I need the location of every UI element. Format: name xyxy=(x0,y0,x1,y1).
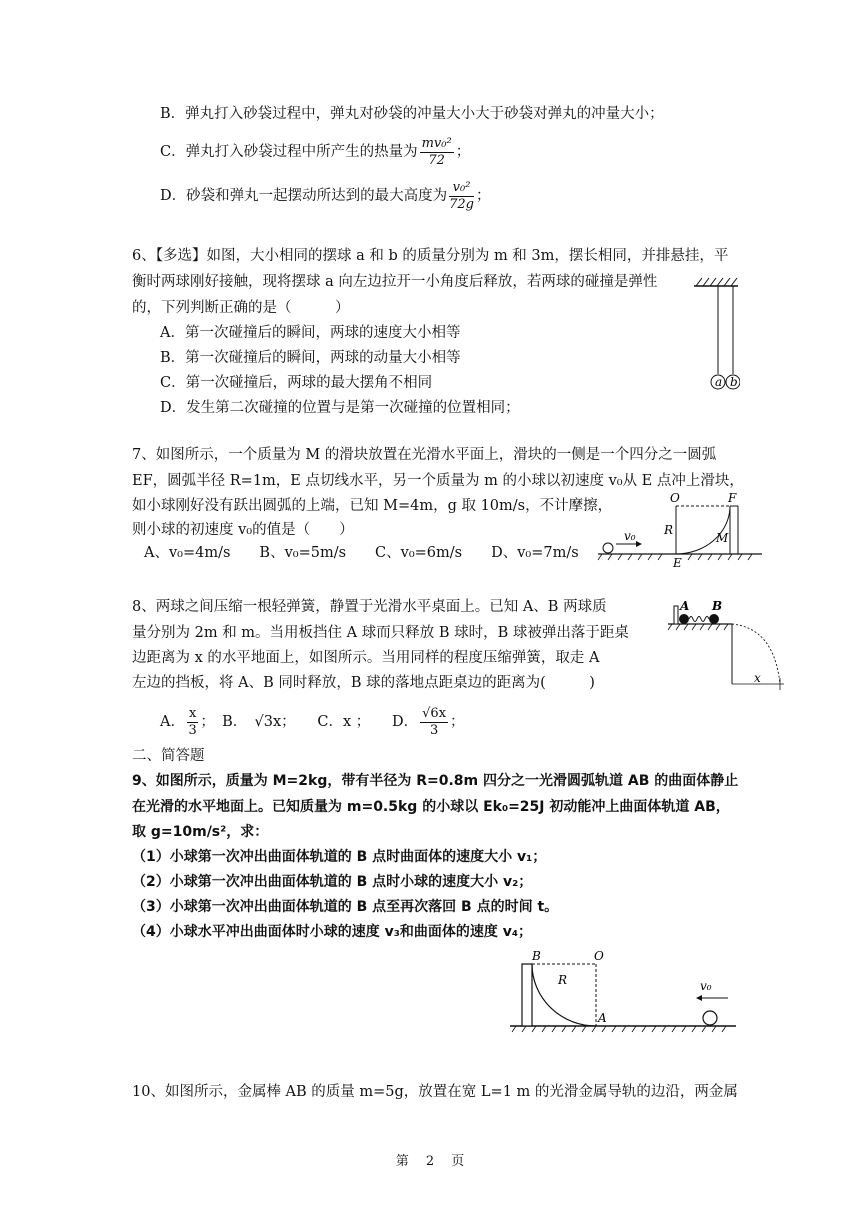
q5-option-c-end: ； xyxy=(455,144,471,160)
q9-sub-4: （4）小球水平冲出曲面体时小球的速度 v₃和曲面体的速度 v₄； xyxy=(132,924,533,940)
q9-v0-label: v₀ xyxy=(700,979,712,993)
q8-ball-a-label: A xyxy=(680,599,690,613)
fraction-denominator: 3 xyxy=(429,722,439,738)
q6-line-3: 的，下列判断正确的是（ ） xyxy=(132,300,350,316)
q8-line-4: 左边的挡板，将 A、B 同时释放，B 球的落地点距桌边的距离为( ) xyxy=(132,675,595,691)
section-title-short-answer: 二、简答题 xyxy=(132,748,205,764)
q8-options-middle: ； B． √3x； C．x ； D． xyxy=(200,714,419,730)
q7-options: A、v₀=4m/s B、v₀=5m/s C、v₀=6m/s D、v₀=7m/s xyxy=(144,545,579,561)
q5-option-c-text: C．弹丸打入砂袋过程中所产生的热量为 xyxy=(160,144,418,160)
q9-sub-3: （3）小球第一次冲出曲面体轨道的 B 点至再次落回 B 点的时间 t。 xyxy=(132,899,559,915)
q9-line-3: 取 g=10m/s²，求： xyxy=(132,824,269,840)
q5-option-c xyxy=(160,132,470,172)
ball-b-label: b xyxy=(730,375,738,389)
q8-spring-figure xyxy=(666,598,788,694)
q9-radius-r: R xyxy=(558,973,568,987)
q8-options xyxy=(160,700,465,744)
page-number-footer: 第 2 页 xyxy=(395,1154,465,1169)
q7-line-3: 如小球刚好没有跃出圆弧的上端，已知 M=4m，g 取 10m/s，不计摩擦， xyxy=(132,498,613,514)
q7-line-2: EF，圆弧半径 R=1m，E 点切线水平，另一个质量为 m 的小球以初速度 v₀从 E 点冲上滑块， xyxy=(132,473,744,489)
q8-option-d-fraction xyxy=(420,706,448,739)
q7-radius-r: R xyxy=(664,523,674,537)
fraction-numerator: x xyxy=(188,705,197,721)
q6-option-a: A．第一次碰撞后的瞬间，两球的速度大小相等 xyxy=(160,325,461,341)
q7-slider-figure xyxy=(596,492,766,568)
q9-point-a: A xyxy=(598,1011,607,1025)
q5-option-d xyxy=(160,176,491,216)
q9-line-2: 在光滑的水平地面上。已知质量为 m=0.5kg 的小球以 Ek₀=25J 初动能冲上曲面体轨道 AB， xyxy=(132,799,730,815)
q5-option-c-fraction xyxy=(420,136,454,169)
q8-line-1: 8、两球之间压缩一根轻弹簧，静置于光滑水平桌面上。已知 A、B 两球质 xyxy=(132,599,607,615)
q9-point-o: O xyxy=(594,949,604,963)
q8-ball-b-label: B xyxy=(712,599,723,613)
ball-a-label: a xyxy=(715,375,723,389)
q8-option-a-label: A． xyxy=(160,714,185,730)
q9-point-b: B xyxy=(532,949,541,963)
q9-line-1: 9、如图所示，质量为 M=2kg，带有半径为 R=0.8m 四分之一光滑圆弧轨道 AB 的曲面体静止 xyxy=(132,773,739,789)
q8-distance-x: x xyxy=(754,671,761,685)
q8-line-3: 边距离为 x 的水平地面上，如图所示。当用同样的程度压缩弹簧，取走 A xyxy=(132,650,600,666)
q6-option-c: C．第一次碰撞后，两球的最大摆角不相同 xyxy=(160,375,433,391)
q6-pendulum-figure xyxy=(690,268,740,400)
q7-point-o: O xyxy=(670,492,680,505)
q6-line-2: 衡时两球刚好接触，现将摆球 a 向左边拉开一小角度后释放，若两球的碰撞是弹性 xyxy=(132,274,658,290)
fraction-numerator: v₀² xyxy=(449,180,474,197)
q7-mass-m: M xyxy=(716,531,729,545)
q7-v0-label: v₀ xyxy=(624,529,636,543)
q5-option-d-fraction xyxy=(449,180,474,213)
q5-option-d-text: D．砂袋和弹丸一起摆动所达到的最大高度为 xyxy=(160,188,448,204)
q10-line-1: 10、如图所示，金属棒 AB 的质量 m=5g，放置在宽 L=1 m 的光滑金属导轨的边沿，两金属 xyxy=(132,1084,738,1100)
fraction-denominator: 72 xyxy=(428,152,445,168)
q5-option-b: B．弹丸打入砂袋过程中，弹丸对砂袋的冲量大小大于砂袋对弹丸的冲量大小； xyxy=(160,106,664,122)
q7-line-1: 7、如图所示，一个质量为 M 的滑块放置在光滑水平面上，滑块的一侧是一个四分之一圆弧 xyxy=(132,447,717,463)
q7-line-4: 则小球的初速度 v₀的值是（ ） xyxy=(132,522,354,538)
q5-option-d-end: ； xyxy=(476,188,491,204)
q8-option-d-end: ； xyxy=(450,714,465,730)
q7-point-e: E xyxy=(673,556,682,568)
q8-option-a-fraction xyxy=(187,706,198,739)
fraction-numerator: mv₀² xyxy=(421,135,452,151)
q8-line-2: 量分别为 2m 和 m。当用板挡住 A 球而只释放 B 球时，B 球被弹出落于距桌 xyxy=(132,625,629,641)
q9-sub-2: （2）小球第一次冲出曲面体轨道的 B 点时小球的速度大小 v₂； xyxy=(132,874,533,890)
q7-point-f: F xyxy=(728,492,737,505)
q6-option-b: B．第一次碰撞后的瞬间，两球的动量大小相等 xyxy=(160,350,461,366)
q9-sub-1: （1）小球第一次冲出曲面体轨道的 B 点时曲面体的速度大小 v₁； xyxy=(132,849,547,865)
q6-option-d: D．发生第二次碰撞的位置与是第一次碰撞的位置相同； xyxy=(160,400,520,416)
fraction-denominator: 3 xyxy=(188,722,197,738)
fraction-numerator: √6x xyxy=(422,705,447,721)
q6-line-1: 6、【多选】如图，大小相同的摆球 a 和 b 的质量分别为 m 和 3m，摆长相同，并排悬挂，平 xyxy=(132,248,729,264)
q9-curved-track-figure xyxy=(506,946,738,1036)
fraction-denominator: 72g xyxy=(449,196,474,212)
